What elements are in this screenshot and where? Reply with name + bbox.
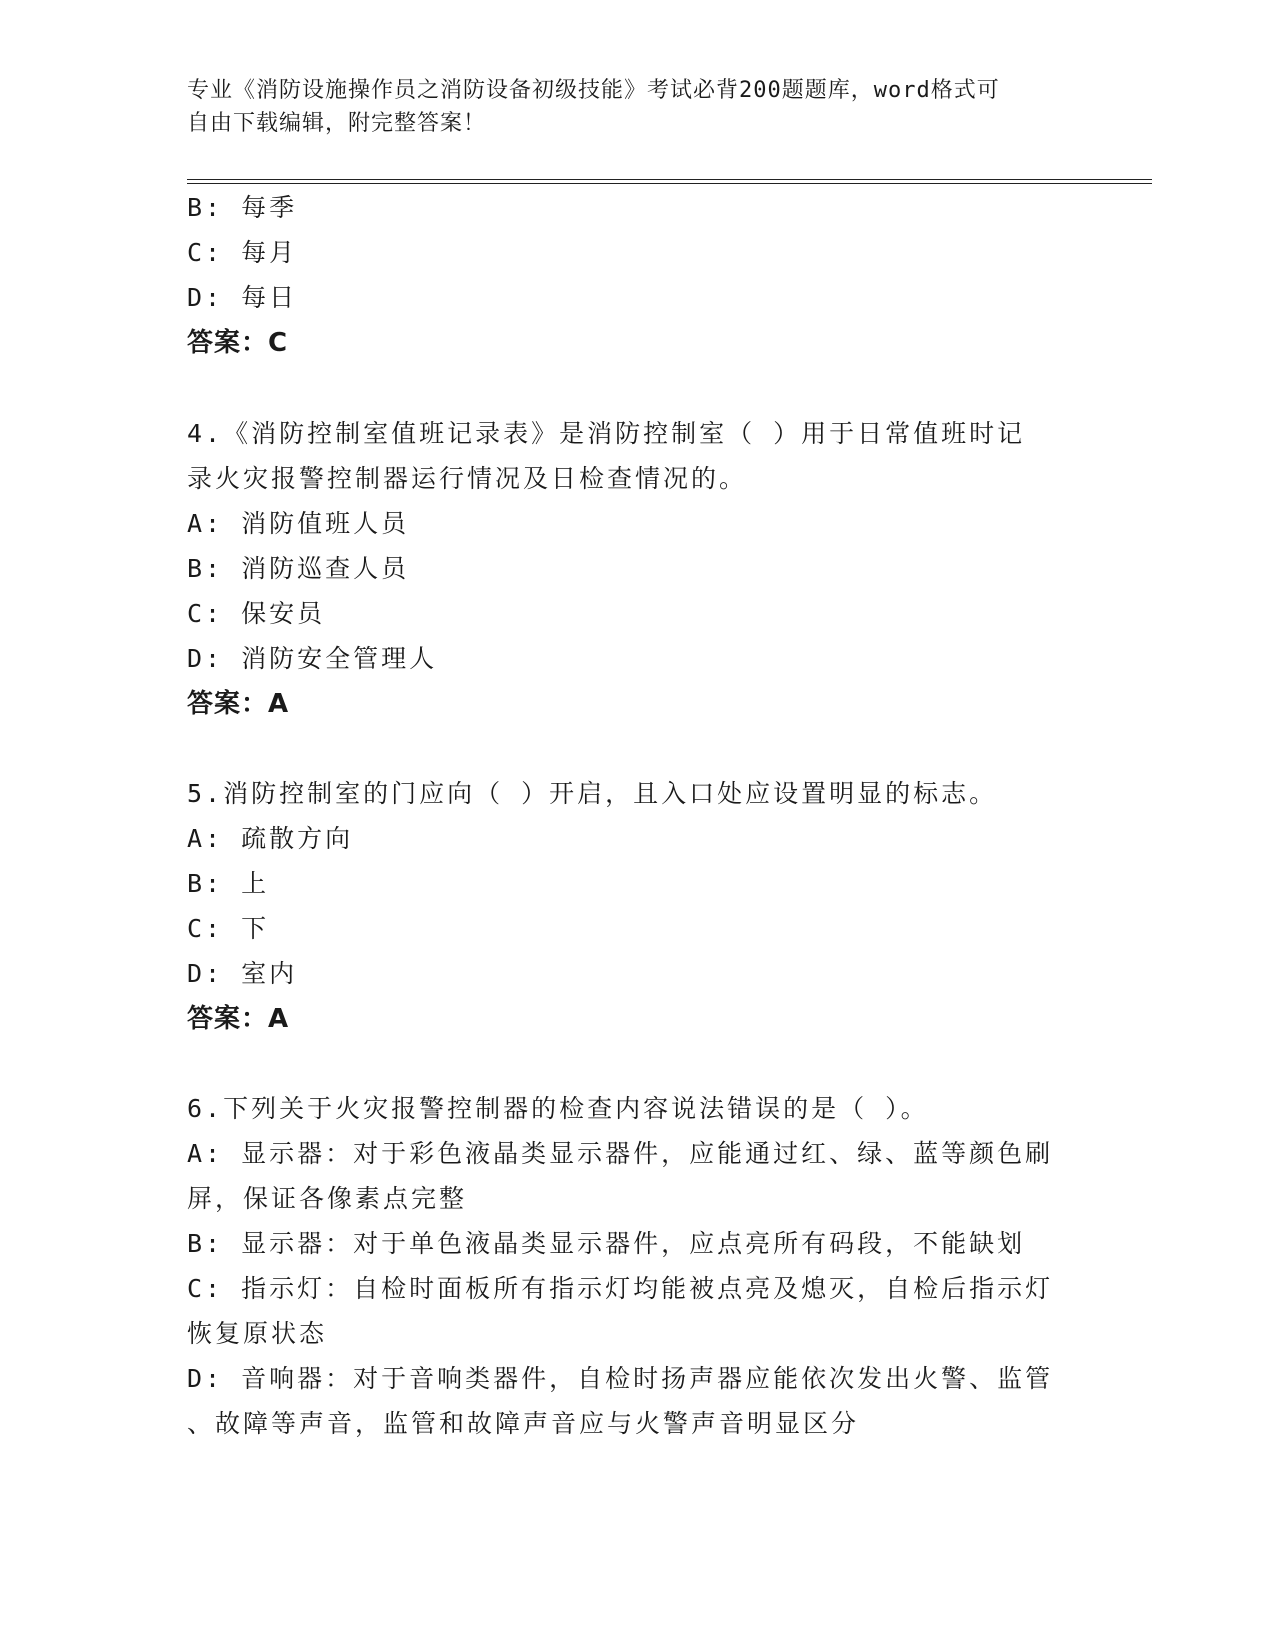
q4-option-b: B: 消防巡查人员 (187, 554, 410, 583)
q5-option-a: A: 疏散方向 (187, 824, 354, 853)
q5-answer: 答案：A (187, 1004, 290, 1034)
q4-stem-line-1: 4.《消防控制室值班记录表》是消防控制室（ ）用于日常值班时记 (187, 419, 1026, 448)
q6-option-d-line-1: D: 音响器：对于音响类器件，自检时扬声器应能依次发出火警、监管 (187, 1364, 1054, 1393)
document-header (187, 74, 1067, 140)
q4-stem-line-2: 录火灾报警控制器运行情况及日检查情况的。 (187, 464, 748, 493)
q5-option-d: D: 室内 (187, 959, 298, 988)
q4-option-c: C: 保安员 (187, 599, 326, 628)
q3-option-c: C: 每月 (187, 238, 298, 267)
header-divider-top (187, 179, 1152, 180)
q6-option-d-line-2: 、故障等声音，监管和故障声音应与火警声音明显区分 (187, 1409, 860, 1438)
q3-answer: 答案：C (187, 328, 289, 358)
header-line-2: 自由下载编辑，附完整答案！ (187, 111, 487, 136)
q6-option-c-line-2: 恢复原状态 (187, 1319, 328, 1348)
q6-stem-line-1: 6.下列关于火灾报警控制器的检查内容说法错误的是（ ）。 (187, 1094, 929, 1123)
q5-option-c: C: 下 (187, 914, 270, 943)
q6-option-c-line-1: C: 指示灯：自检时面板所有指示灯均能被点亮及熄灭，自检后指示灯 (187, 1274, 1054, 1303)
q4-answer: 答案：A (187, 689, 290, 719)
header-divider-bottom (187, 183, 1152, 184)
q5-stem-line-1: 5.消防控制室的门应向（ ）开启，且入口处应设置明显的标志。 (187, 779, 998, 808)
q6-option-b-line-1: B: 显示器：对于单色液晶类显示器件，应点亮所有码段，不能缺划 (187, 1229, 1026, 1258)
q4-option-a: A: 消防值班人员 (187, 509, 410, 538)
q4-option-d: D: 消防安全管理人 (187, 644, 438, 673)
q6-option-a-line-1: A: 显示器：对于彩色液晶类显示器件，应能通过红、绿、蓝等颜色刷 (187, 1139, 1054, 1168)
q6-option-a-line-2: 屏，保证各像素点完整 (187, 1184, 468, 1213)
q3-option-d: D: 每日 (187, 283, 298, 312)
q5-option-b: B: 上 (187, 869, 270, 898)
q3-option-b: B: 每季 (187, 193, 298, 222)
header-line-1: 专业《消防设施操作员之消防设备初级技能》考试必背200题题库，word格式可 (187, 78, 1000, 103)
